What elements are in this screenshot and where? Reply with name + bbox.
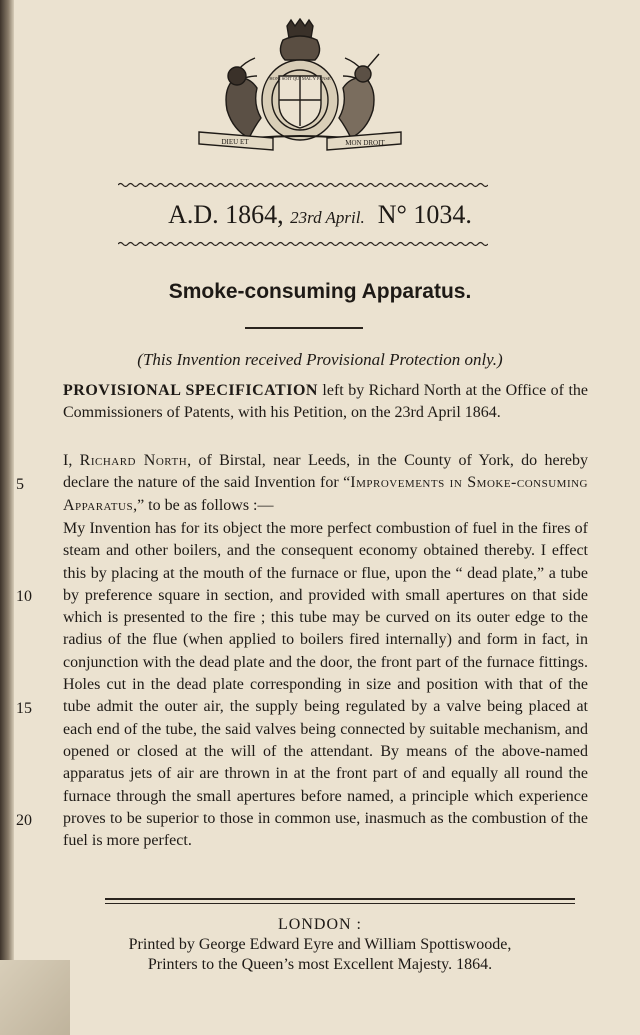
- imprint-city: LONDON :: [278, 916, 362, 933]
- line-number: 10: [16, 588, 32, 605]
- line-number: 5: [16, 476, 24, 493]
- year: A.D. 1864,: [168, 200, 284, 229]
- motto-right: MON DROIT: [345, 139, 385, 147]
- imprint-royal: Printers to the Queen’s most Excellent Majesty. 1864.: [147, 956, 493, 973]
- decl-end: ,” to be as follows :—: [133, 496, 274, 514]
- line-number: 20: [16, 812, 32, 829]
- declaration-paragraph: [63, 450, 588, 517]
- patent-number: N° 1034.: [377, 200, 472, 229]
- printer-imprint: [0, 915, 640, 975]
- specification-paragraph: [63, 380, 588, 425]
- patent-date: 23rd April.: [290, 208, 365, 227]
- patent-heading: [0, 200, 640, 230]
- spec-lead: PROVISIONAL SPECIFICATION: [63, 382, 318, 399]
- binding-edge: [0, 0, 14, 1035]
- ornamental-rule-bottom: [118, 241, 488, 247]
- footer-rule-top: [105, 898, 575, 900]
- decl-start: I,: [63, 452, 80, 469]
- decl-mid: , of Birstal, near Leeds, in the County of York, do hereby declare the nature of the said Invention for “: [63, 452, 589, 492]
- document-title: Smoke-consuming Apparatus.: [168, 280, 472, 303]
- description-paragraph: My Invention has for its object the more perfect combustion of fuel in the fires of steam and other boilers, and the consequent economy obtained thereby. I effect this by placing at the mouth of the furnace or flue, upon the “ dead plate,” a tube by preference square in section, and provided with small apertures on that side which is presented to the fire ; this tube may be curved on its outer edge to the radius of the flue (when applied to boilers fired internally) and form in fact, in conjunction with the dead plate and the door, the front part of the furnace fittings. Holes cut in the dead plate corresponding in size and position with that of the tube admit the outer air, the supply being regulated by a valve being placed at each end of the tube, the said valves being connected by suitable mechanism, and opened or closed at the will of the attendant. By means of the above-named apparatus jets of air are thrown in at the front part of and equally all round the furnace through the small apertures before named, a principle which experience proves to be superior to those in common use, inasmuch as the combustion of the fuel is more perfect.: [63, 520, 588, 850]
- footer-rule-bottom: [105, 903, 575, 904]
- ornamental-rule-top: [118, 182, 488, 188]
- title-rule: [245, 327, 363, 329]
- royal-coat-of-arms-icon: [195, 18, 405, 163]
- motto-left: DIEU ET: [221, 138, 249, 146]
- provisional-note: (This Invention received Provisional Protection only.): [137, 350, 503, 369]
- invention-title: Improvements in Smoke-consuming Apparatus: [63, 474, 588, 514]
- line-number: 15: [16, 700, 32, 717]
- inventor-name: Richard North: [79, 452, 188, 469]
- spec-rest: left by Richard North at the Office of the Commissioners of Patents, with his Petition, on the 23rd April 1864.: [63, 382, 588, 422]
- garter-motto: HONI SOIT QUI MAL Y PENSE: [269, 76, 331, 81]
- imprint-printers: Printed by George Edward Eyre and William Spottiswoode,: [128, 936, 512, 953]
